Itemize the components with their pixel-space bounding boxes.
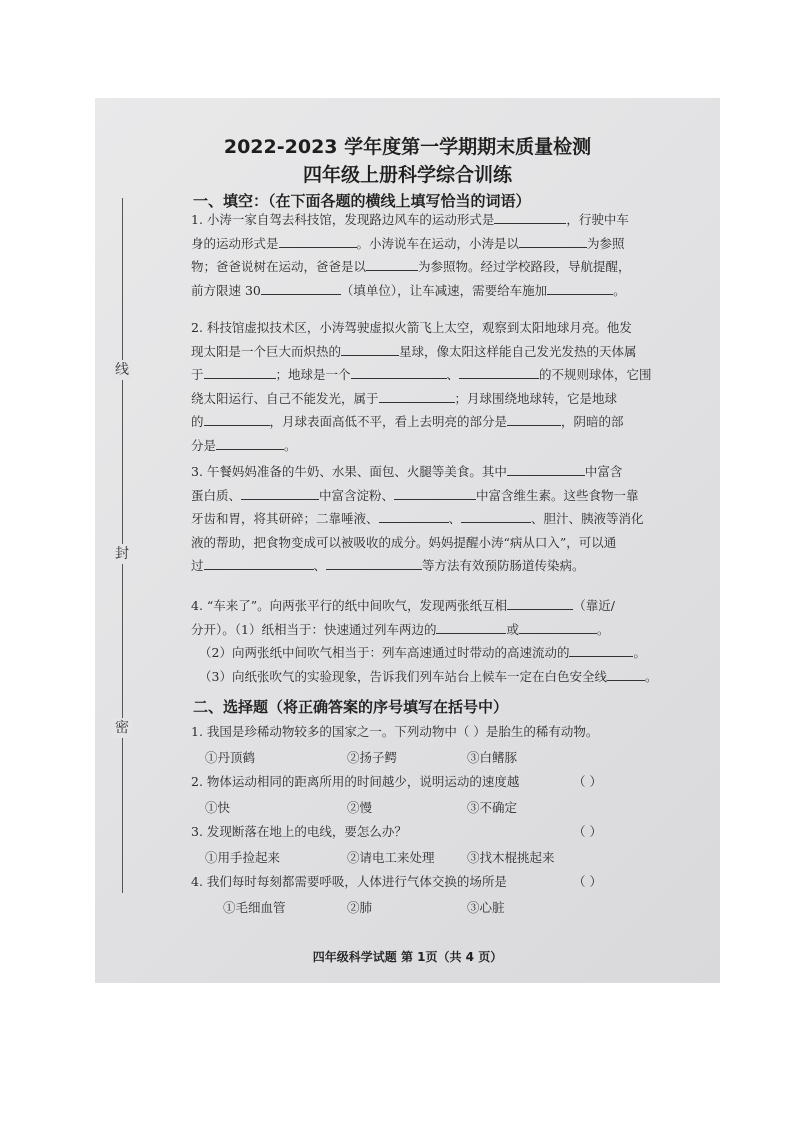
q2-text: 绕太阳运行、自己不能发光，属于 <box>191 390 379 406</box>
q4-text: 。 <box>596 621 610 637</box>
q1-text: ，行驶中车 <box>566 212 629 227</box>
q1-text: 。 <box>613 282 626 298</box>
answer-blank[interactable] <box>436 619 506 634</box>
q2-text: 于 <box>191 367 204 382</box>
q1-text: 身的运动形式是 <box>191 235 279 251</box>
answer-blank[interactable] <box>569 642 633 657</box>
choice-option[interactable]: ②肺 <box>347 900 373 915</box>
choice-option[interactable]: ①快 <box>205 800 231 815</box>
answer-paren[interactable]: （ ） <box>573 774 602 789</box>
q3-text: 蛋白质、 <box>191 487 242 503</box>
answer-blank[interactable] <box>326 555 422 570</box>
q3-text: 、 <box>313 558 327 573</box>
answer-blank[interactable] <box>519 233 587 248</box>
exam-paper-photo <box>95 98 720 983</box>
choice-option[interactable]: ③白鳍豚 <box>467 750 518 765</box>
answer-blank[interactable] <box>261 280 341 295</box>
answer-paren[interactable]: （ ） <box>573 824 602 839</box>
choice-question-1: 1. 我国是珍稀动物较多的国家之一。下列动物中（ ）是胎生的稀有动物。 <box>191 724 599 739</box>
answer-blank[interactable] <box>241 485 319 500</box>
q1-text: 1. 小涛一家自驾去科技馆，发现路边风车的运动形式是 <box>191 212 495 227</box>
q4-text: 。 <box>633 645 646 660</box>
q1-text: 。小涛说车在运动，小涛是以 <box>356 235 520 251</box>
page-footer: 四年级科学试题 第 1页（共 4 页） <box>312 950 503 964</box>
binding-margin <box>95 98 155 983</box>
answer-blank[interactable] <box>507 595 573 610</box>
answer-blank[interactable] <box>341 341 399 356</box>
answer-blank[interactable] <box>204 364 276 379</box>
q3-text: 中富含淀粉、 <box>319 487 395 503</box>
q2-text: 星球，像太阳这样能自己发光发热的天体属 <box>399 343 637 359</box>
answer-blank[interactable] <box>607 666 645 681</box>
q2-text: 分是 <box>191 437 217 453</box>
q2-text: ；地球是一个 <box>275 367 351 382</box>
q2-text: ；月球围绕地球转，它是地球 <box>454 390 618 406</box>
q4-text: 。 <box>644 668 658 684</box>
answer-blank[interactable] <box>494 209 566 224</box>
choice-option[interactable]: ①毛细血管 <box>223 900 286 915</box>
q4-text: （靠近/ <box>573 598 615 613</box>
question-4 <box>191 594 691 688</box>
q3-text: 液的帮助，把食物变成可以被吸收的成分。妈妈提醒小涛“病从口入”，可以通 <box>191 534 617 550</box>
choice-option[interactable]: ③不确定 <box>467 800 518 815</box>
q1-text: 前方限速 30 <box>191 282 261 298</box>
section2-heading: 二、选择题（将正确答案的序号填写在括号中） <box>193 698 509 716</box>
q2-text: 的不规则球体，它围 <box>539 367 652 382</box>
section1-heading: 一、填空：（在下面各题的横线上填写恰当的词语） <box>193 192 531 210</box>
q4-text: 分开）。（1）纸相当于：快速通过列车两边的 <box>191 621 437 637</box>
choice-option[interactable]: ③找木棍挑起来 <box>467 850 555 865</box>
binding-mark-secret: 密 <box>112 718 132 738</box>
q3-text: 中富含维生素。这些食物一靠 <box>476 487 639 503</box>
question-3 <box>191 460 691 578</box>
answer-blank[interactable] <box>461 508 531 523</box>
answer-blank[interactable] <box>351 364 447 379</box>
q3-text: 牙齿和胃，将其研碎；二靠唾液、 <box>191 511 379 526</box>
choice-option[interactable]: ②扬子鳄 <box>347 750 398 765</box>
q1-text: （填单位），让车减速，需要给车施加 <box>340 282 548 298</box>
choice-option[interactable]: ①用手捡起来 <box>205 850 281 865</box>
answer-blank[interactable] <box>507 411 561 426</box>
q2-text: ，月球表面高低不平，看上去明亮的部分是 <box>269 414 508 429</box>
answer-blank[interactable] <box>279 233 357 248</box>
answer-blank[interactable] <box>459 364 539 379</box>
choice-question-3: 3. 发现断落在地上的电线，要怎么办？ <box>191 824 407 839</box>
binding-mark-line: 线 <box>112 360 132 380</box>
answer-paren[interactable]: （ ） <box>573 874 602 889</box>
q4-text: （2）向两张纸中间吹气相当于：列车高速通过时带动的高速流动的 <box>199 645 570 660</box>
q1-text: 为参照物。经过学校路段，导航提醒， <box>418 259 631 274</box>
answer-blank[interactable] <box>204 411 270 426</box>
q1-text: 为参照 <box>587 235 625 251</box>
answer-blank[interactable] <box>216 435 284 450</box>
answer-blank[interactable] <box>507 461 585 476</box>
answer-blank[interactable] <box>379 508 449 523</box>
q2-text: 的 <box>191 414 204 429</box>
choice-option[interactable]: ②慢 <box>347 800 373 815</box>
q2-text: 现太阳是一个巨大而炽热的 <box>191 343 342 359</box>
answer-blank[interactable] <box>547 280 613 295</box>
choice-option[interactable]: ②请电工来处理 <box>347 850 435 865</box>
answer-blank[interactable] <box>379 388 455 403</box>
q2-text: 。 <box>284 437 297 453</box>
choice-option[interactable]: ③心脏 <box>467 900 505 915</box>
q3-text: 3. 午餐妈妈准备的牛奶、水果、面包、火腿等美食。其中 <box>191 464 507 479</box>
q4-text: （3）向纸张吹气的实验现象，告诉我们列车站台上候车一定在白色安全线 <box>199 668 607 684</box>
q2-text: 2. 科技馆虚拟技术区，小涛驾驶虚拟火箭飞上太空，观察到太阳地球月亮。他发 <box>191 320 632 335</box>
choice-option[interactable]: ①丹顶鹤 <box>205 750 256 765</box>
q4-text: 4. “车来了”。向两张平行的纸中间吹气，发现两张纸互相 <box>191 598 508 613</box>
q3-text: 中富含 <box>584 464 623 479</box>
q1-text: 物；爸爸说树在运动，爸爸是以 <box>191 259 367 274</box>
q2-text: ，阴暗的部 <box>561 414 624 429</box>
q3-text: 等方法有效预防肠道传染病。 <box>422 558 585 573</box>
binding-mark-seal: 封 <box>112 544 132 564</box>
choice-question-2: 2. 物体运动相同的距离所用的时间越少，说明运动的速度越 <box>191 774 520 789</box>
q3-text: 、 <box>448 511 462 526</box>
q3-text: 、胆汁、胰液等消化 <box>531 511 644 526</box>
answer-blank[interactable] <box>204 555 314 570</box>
page-title: 2022-2023 学年度第一学期期末质量检测 <box>223 136 592 158</box>
answer-blank[interactable] <box>366 256 418 271</box>
q2-text: 、 <box>446 367 460 382</box>
answer-blank[interactable] <box>394 485 476 500</box>
page-subtitle: 四年级上册科学综合训练 <box>302 164 512 186</box>
answer-blank[interactable] <box>519 619 597 634</box>
question-2 <box>191 316 691 457</box>
question-1 <box>191 208 691 302</box>
choice-question-4: 4. 我们每时每刻都需要呼吸，人体进行气体交换的场所是 <box>191 874 507 889</box>
q3-text: 过 <box>191 558 204 573</box>
q4-text: 或 <box>506 621 519 637</box>
